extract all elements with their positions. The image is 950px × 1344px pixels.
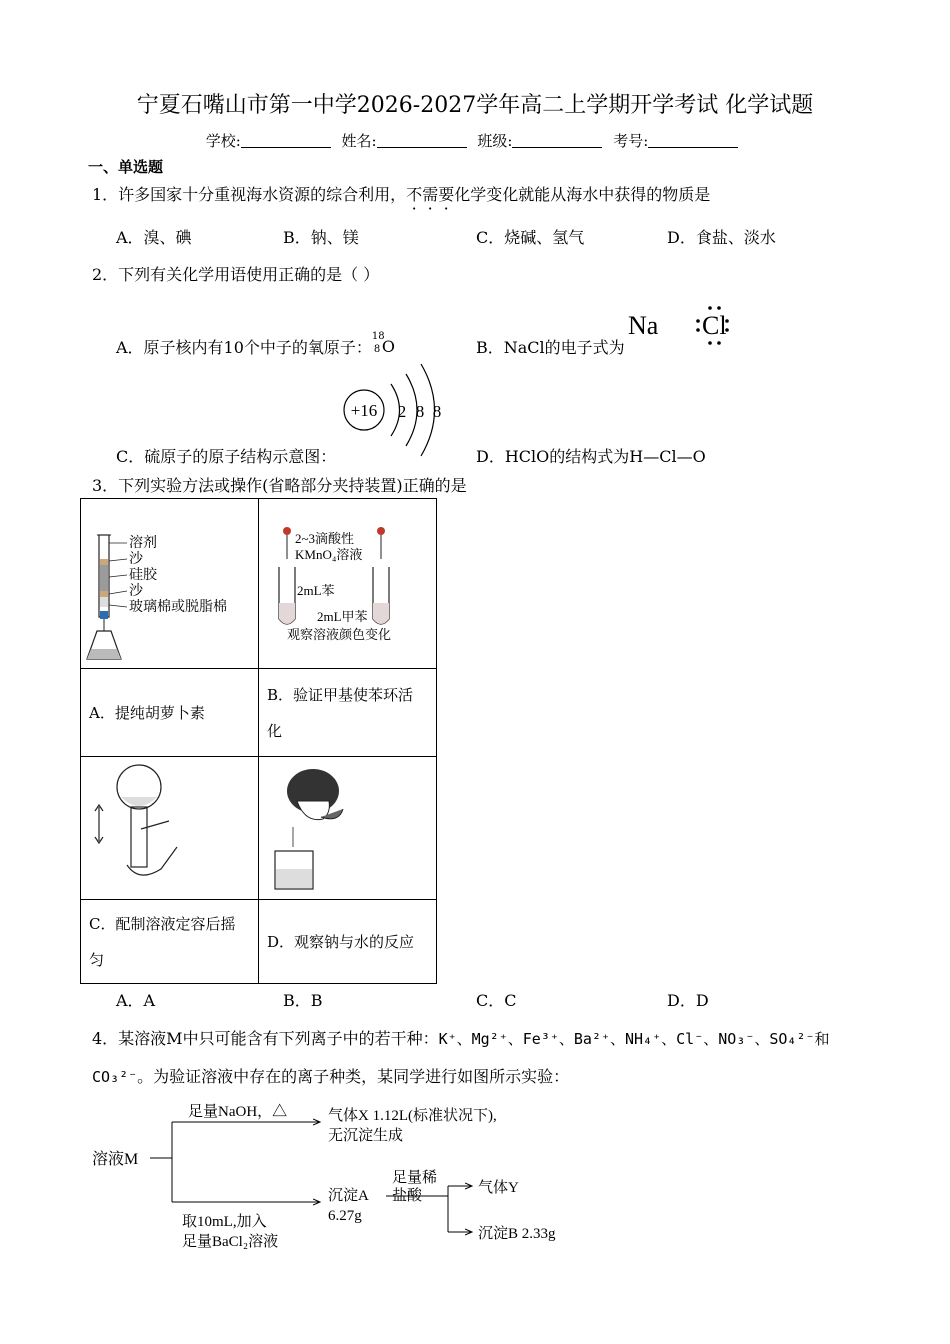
observe-sodium-water-figure <box>259 757 436 895</box>
cell-d[interactable] <box>259 900 437 984</box>
school-blank[interactable] <box>241 147 331 148</box>
oxygen-isotope-symbol <box>371 331 400 356</box>
q3-option-a[interactable]: A．A <box>116 991 156 1010</box>
flow-no-precipitate: 无沉淀生成 <box>328 1128 404 1144</box>
isotope-atomic-number: 8 <box>373 344 381 355</box>
label-sand-top: 沙 <box>129 552 143 567</box>
q3-option-b[interactable]: B．B <box>283 991 323 1010</box>
label-kmno4-solution: KMnO₄溶液 <box>295 547 363 562</box>
label-sand-bottom: 沙 <box>129 584 143 599</box>
label-solvent: 溶剂 <box>129 536 157 551</box>
electron-formula-cl: Cl <box>702 311 727 340</box>
flow-acid-label-1: 足量稀 <box>392 1170 438 1186</box>
q4-stem-line2 <box>92 1064 569 1087</box>
class-blank[interactable] <box>512 147 602 148</box>
q1-option-b[interactable]: B．钠、镁 <box>283 228 359 247</box>
class-label: 班级: <box>477 132 513 150</box>
label-drops-acidic: 2~3滴酸性 <box>295 531 355 546</box>
flow-acid-label-2: 盐酸 <box>392 1188 423 1204</box>
cell-b[interactable] <box>259 669 437 757</box>
q2-option-a[interactable] <box>116 331 400 358</box>
q1-option-d[interactable]: D．食盐、淡水 <box>667 228 776 247</box>
q4-ion-list: K⁺、Mg²⁺、Fe³⁺、Ba²⁺、NH₄⁺、Cl⁻、NO₃⁻、SO₄²⁻和 <box>438 1030 830 1048</box>
label-benzene: 2mL苯 <box>297 583 335 598</box>
q2-option-a-text: A．原子核内有10个中子的氧原子： <box>116 338 372 357</box>
flow-precipitate-a: 沉淀A <box>328 1188 369 1204</box>
q1-emphasis: 不需要 <box>406 185 455 204</box>
student-info-line <box>0 130 950 151</box>
flow-solution-m: 溶液M <box>92 1151 139 1168</box>
label-silica-gel: 硅胶 <box>129 568 157 583</box>
chromatography-column-figure <box>81 499 258 664</box>
flow-bottom-condition-2: 足量BaCl₂溶液 <box>182 1234 279 1250</box>
exam-no-label: 考号: <box>613 132 649 150</box>
fig-d-cell <box>259 757 437 900</box>
q3-experiment-table <box>80 498 437 984</box>
shell-1-electrons: 2 <box>397 402 407 421</box>
q3-stem: 3．下列实验方法或操作(省略部分夹持装置)正确的是 <box>92 476 467 495</box>
q2-stem: 2．下列有关化学用语使用正确的是（ ） <box>92 265 380 284</box>
q2-option-b[interactable]: B．NaCl的电子式为 <box>476 338 625 357</box>
school-label: 学校: <box>205 132 241 150</box>
q1-suffix: 化学变化就能从海水中获得的物质是 <box>454 185 711 204</box>
page-title: 宁夏石嘴山市第一中学2026-2027学年高二上学期开学考试 化学试题 <box>136 93 814 118</box>
q4-stem-suffix: 。为验证溶液中存在的离子种类，某同学进行如图所示实验： <box>137 1067 570 1086</box>
q4-stem-line1 <box>92 1026 830 1049</box>
q4-stem-prefix: 4．某溶液M中只可能含有下列离子中的若干种： <box>92 1029 439 1048</box>
fig-c-cell <box>81 757 259 900</box>
q4-flowchart <box>88 1092 598 1256</box>
flow-precipitate-a-mass: 6.27g <box>328 1208 362 1224</box>
q1-prefix: 1．许多国家十分重视海水资源的综合利用， <box>92 185 407 204</box>
isotope-mass-number: 18 <box>371 331 385 342</box>
section-heading: 一、单选题 <box>88 158 164 176</box>
label-toluene: 2mL甲苯 <box>317 609 368 624</box>
nucleus-charge: +16 <box>350 401 378 420</box>
nacl-electron-formula <box>626 300 736 352</box>
cell-a[interactable] <box>81 669 259 757</box>
sulfur-atom-structure-diagram <box>336 360 448 460</box>
cell-b-text: B．验证甲基使苯环活化 <box>267 685 414 740</box>
shell-2-electrons: 8 <box>415 402 425 421</box>
volumetric-flask-shaking-figure <box>81 757 258 895</box>
cell-c-text: C．配制溶液定容后摇匀 <box>89 914 236 969</box>
q4-ion-carbonate: CO₃²⁻ <box>92 1068 138 1086</box>
q1-stem <box>92 182 710 205</box>
name-blank[interactable] <box>377 147 467 148</box>
flow-gas-x: 气体X 1.12L(标准状况下), <box>328 1108 497 1124</box>
q2-option-c[interactable]: C．硫原子的原子结构示意图： <box>116 447 337 466</box>
q3-option-d[interactable]: D．D <box>667 991 709 1010</box>
shell-3-electrons: 8 <box>432 402 442 421</box>
fig-b-cell <box>259 499 437 669</box>
electron-formula-na: Na <box>628 311 659 340</box>
cell-d-text: D．观察钠与水的反应 <box>267 932 415 951</box>
flow-bottom-condition-1: 取10mL,加入 <box>182 1214 267 1230</box>
exam-no-blank[interactable] <box>648 147 738 148</box>
flow-precipitate-b: 沉淀B 2.33g <box>478 1226 556 1242</box>
label-glass-wool: 玻璃棉或脱脂棉 <box>129 600 227 615</box>
flow-gas-y: 气体Y <box>478 1180 519 1196</box>
cell-c[interactable] <box>81 900 259 984</box>
label-observe-color: 观察溶液颜色变化 <box>287 627 392 642</box>
name-label: 姓名: <box>341 132 377 150</box>
q2-option-d[interactable]: D．HClO的结构式为H—Cl—O <box>476 447 706 466</box>
q1-option-c[interactable]: C．烧碱、氢气 <box>476 228 585 247</box>
q3-option-c[interactable]: C．C <box>476 991 517 1010</box>
cell-a-text: A．提纯胡萝卜素 <box>89 703 205 722</box>
isotope-element-symbol: O <box>381 337 396 356</box>
fig-a-cell <box>81 499 259 669</box>
q1-option-a[interactable]: A．溴、碘 <box>116 228 192 247</box>
kmno4-test-tubes-figure <box>259 499 436 664</box>
flow-top-condition: 足量NaOH，△ <box>188 1104 288 1120</box>
